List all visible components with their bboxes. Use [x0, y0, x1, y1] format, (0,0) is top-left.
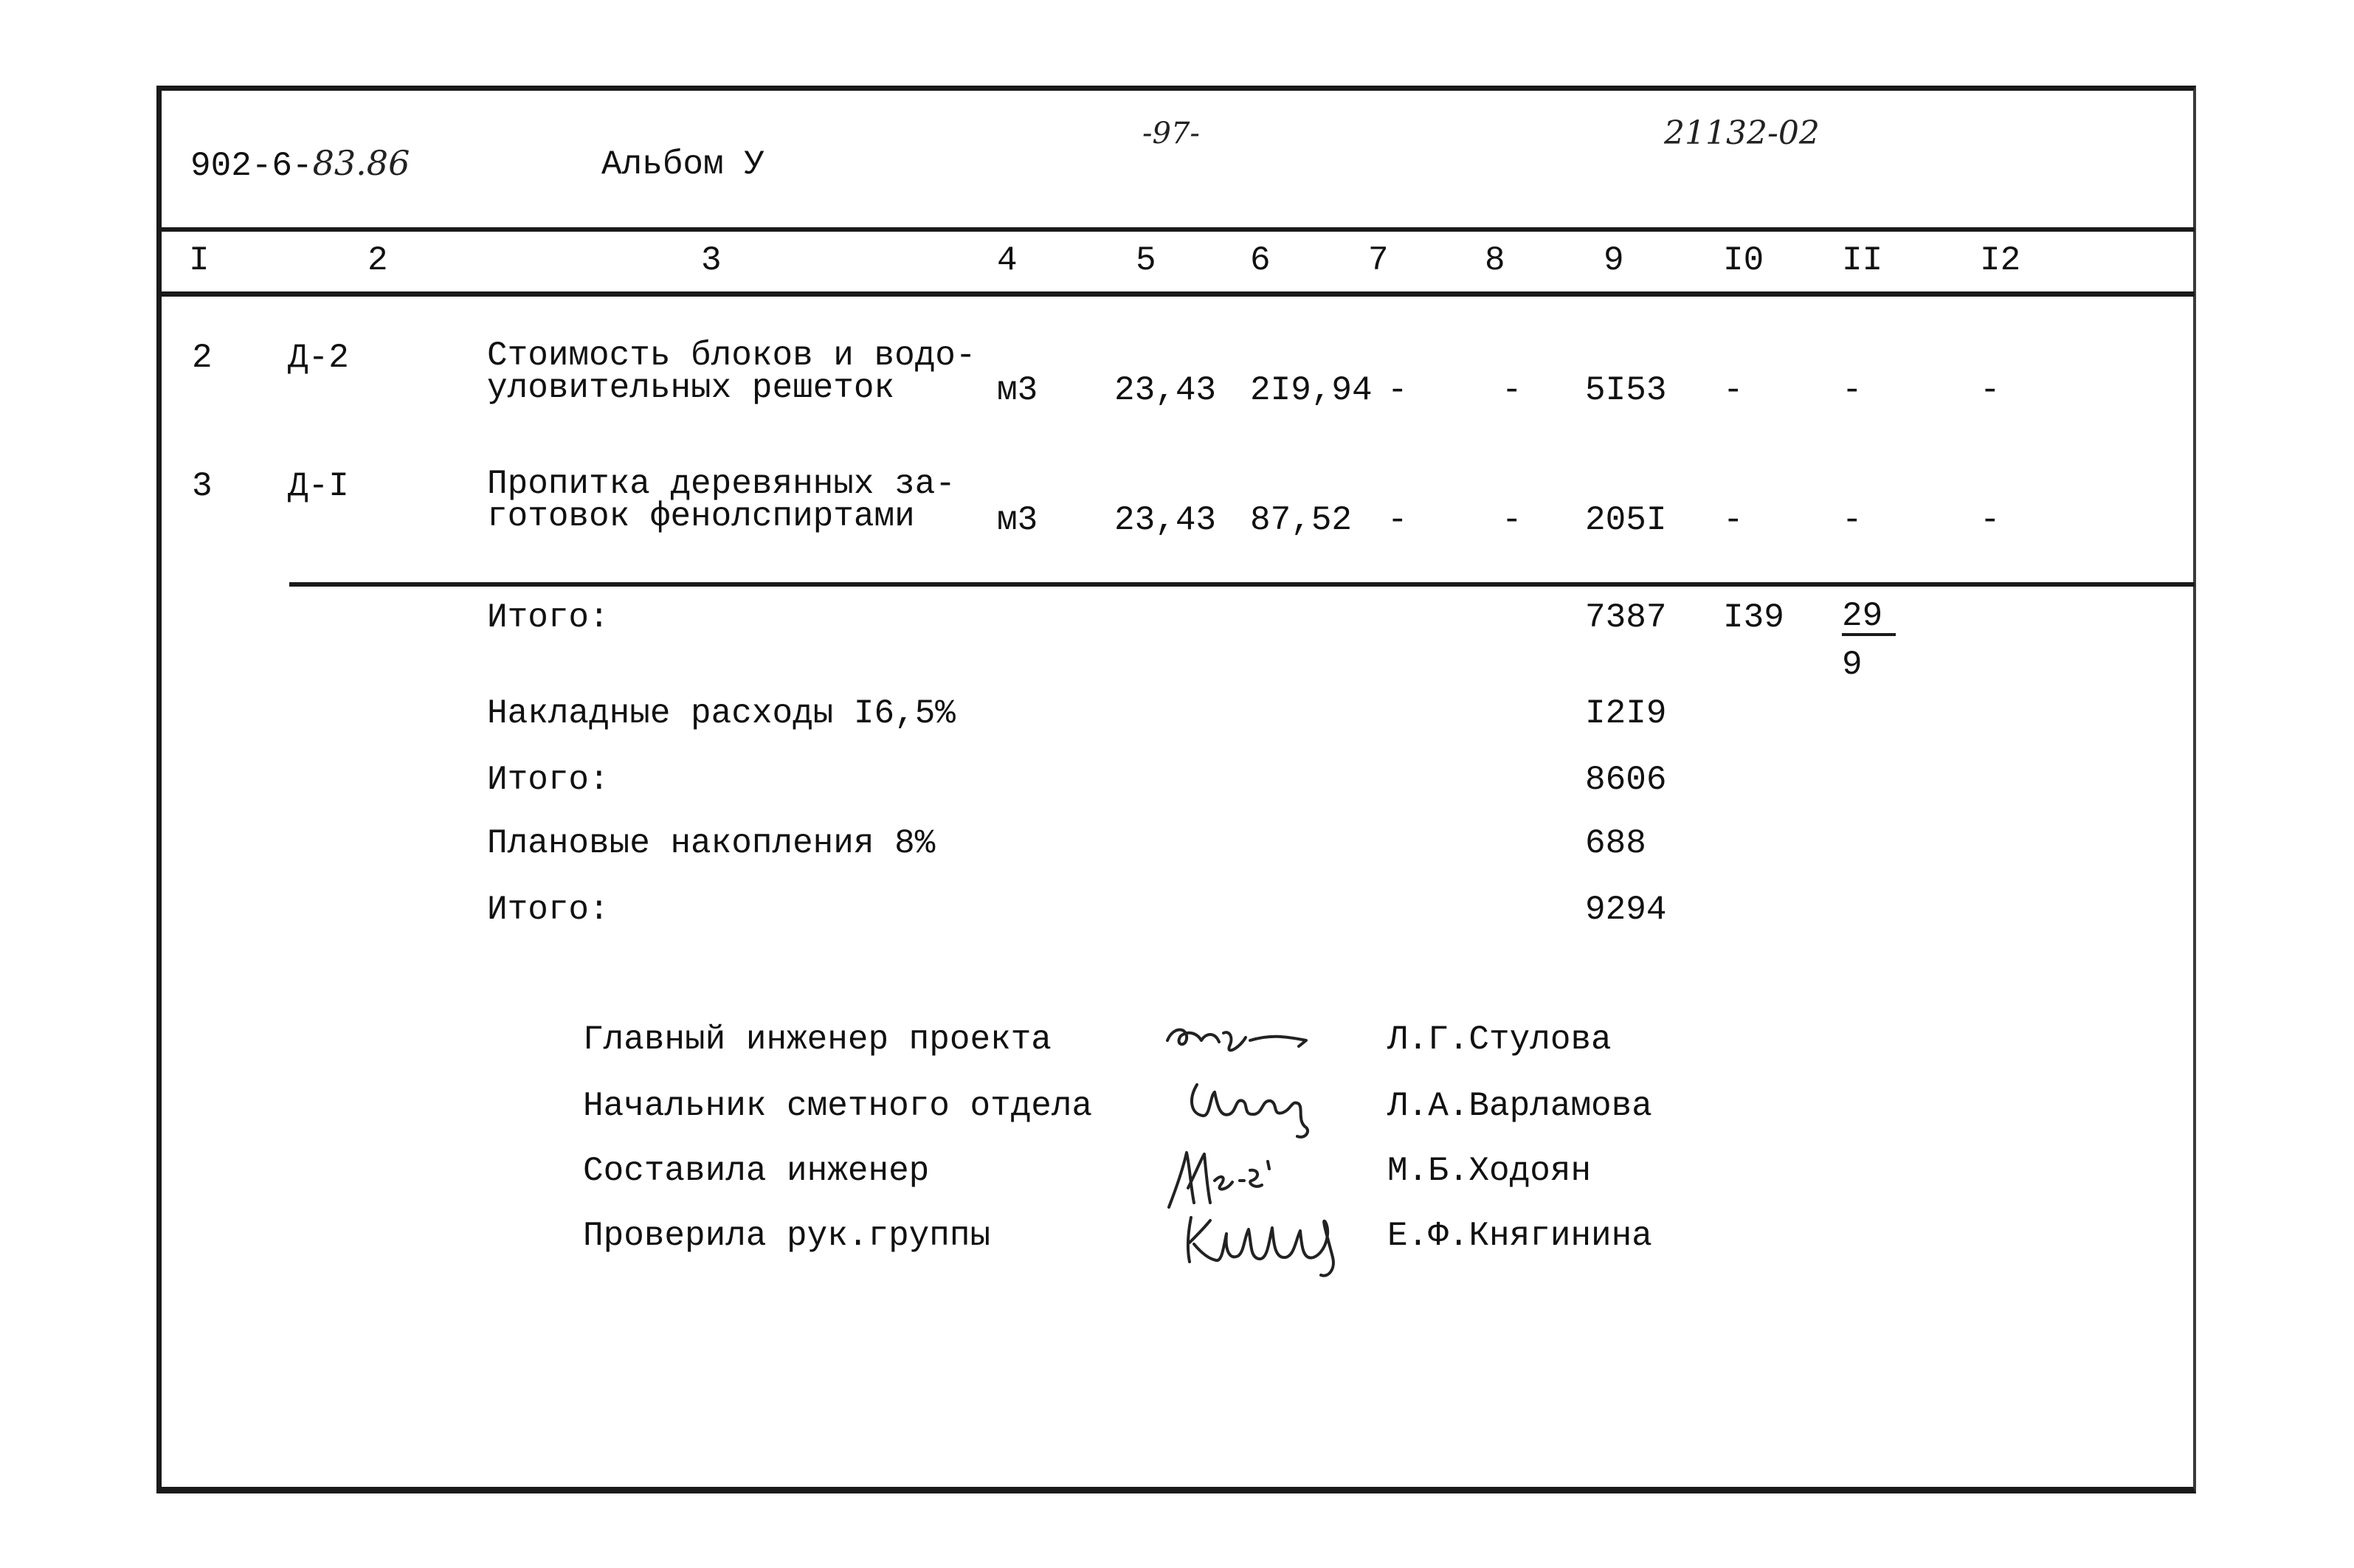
row-2-qty: 23,43	[1114, 501, 1217, 539]
column-header-3: 3	[701, 241, 722, 280]
row-2-col8: -	[1502, 501, 1522, 539]
signature-2-role: Начальник сметного отдела	[583, 1087, 1093, 1125]
signature-1-role: Главный инженер проекта	[583, 1020, 1052, 1059]
document-frame	[156, 86, 2196, 1493]
total-1-col11-numerator: 29	[1842, 599, 1896, 636]
row-2-col11: -	[1842, 501, 1863, 539]
signature-2-handwriting	[1181, 1063, 1343, 1144]
column-header-8: 8	[1485, 241, 1505, 280]
row-2-col9: 205I	[1585, 501, 1667, 539]
row-1-unit: м3	[997, 371, 1038, 410]
doc-code	[190, 145, 410, 184]
row-1-price: 2I9,94	[1250, 371, 1373, 410]
row-1-name	[487, 336, 976, 407]
doc-code-handwritten: 83.86	[312, 143, 410, 183]
column-header-10: I0	[1723, 241, 1764, 280]
signature-1-name: Л.Г.Стулова	[1387, 1020, 1612, 1059]
total-2-label: Накладные расходы I6,5%	[487, 694, 956, 733]
row-1-col11: -	[1842, 371, 1863, 410]
row-2-code: Д-I	[288, 467, 349, 505]
signature-3-name: М.Б.Ходоян	[1387, 1152, 1592, 1190]
column-header-5: 5	[1136, 241, 1156, 280]
row-1-col7: -	[1387, 371, 1408, 410]
row-1-col9: 5I53	[1585, 371, 1667, 410]
signature-3-role: Составила инженер	[583, 1152, 930, 1190]
header-rule-bottom	[159, 291, 2195, 297]
total-1-col9: 7387	[1585, 598, 1667, 637]
sheet-code: 21132-02	[1664, 114, 1820, 152]
column-header-6: 6	[1250, 241, 1271, 280]
row-2-name-line1: Пропитка деревянных за-	[487, 465, 956, 503]
signature-1-handwriting	[1159, 1004, 1321, 1063]
row-1-qty: 23,43	[1114, 371, 1217, 410]
column-header-11: II	[1842, 241, 1883, 280]
row-1-name-line2: уловительных решеток	[487, 369, 895, 407]
row-2-col10: -	[1723, 501, 1744, 539]
column-header-7: 7	[1368, 241, 1389, 280]
row-1-code: Д-2	[288, 339, 349, 377]
row-1-col10: -	[1723, 371, 1744, 410]
total-1-col10: I39	[1723, 598, 1784, 637]
signature-4-role: Проверила рук.группы	[583, 1217, 991, 1255]
row-2-name-line2: готовок фенолспиртами	[487, 497, 915, 536]
total-2-col9: I2I9	[1585, 694, 1667, 733]
column-header-12: I2	[1980, 241, 2021, 280]
doc-code-prefix: 902-6-	[190, 147, 313, 185]
row-2-name	[487, 465, 956, 536]
signature-4-name: Е.Ф.Княгинина	[1387, 1217, 1652, 1255]
row-1-name-line1: Стоимость блоков и водо-	[487, 336, 976, 375]
total-5-col9: 9294	[1585, 891, 1667, 929]
row-1-col8: -	[1502, 371, 1522, 410]
row-2-price: 87,52	[1250, 501, 1353, 539]
column-header-2: 2	[367, 241, 388, 280]
total-1-col11-denominator: 9	[1842, 646, 1863, 684]
column-header-9: 9	[1604, 241, 1624, 280]
total-5-label: Итого:	[487, 891, 610, 929]
total-4-col9: 688	[1585, 824, 1646, 863]
row-2-col12: -	[1980, 501, 2001, 539]
total-4-label: Плановые накопления 8%	[487, 824, 936, 863]
row-2-unit: м3	[997, 501, 1038, 539]
signature-2-name: Л.А.Варламова	[1387, 1087, 1652, 1125]
row-2-number: 3	[192, 467, 213, 505]
signature-4-handwriting	[1181, 1195, 1373, 1284]
album-label: Альбом У	[601, 145, 764, 184]
column-header-1: I	[189, 241, 210, 280]
row-2-col7: -	[1387, 501, 1408, 539]
total-1-label: Итого:	[487, 598, 610, 637]
row-1-number: 2	[192, 339, 213, 377]
page-number: -97-	[1142, 117, 1200, 151]
totals-rule	[289, 582, 2195, 587]
total-3-label: Итого:	[487, 761, 610, 799]
header-rule-top	[159, 227, 2195, 232]
column-header-4: 4	[997, 241, 1018, 280]
total-3-col9: 8606	[1585, 761, 1667, 799]
row-1-col12: -	[1980, 371, 2001, 410]
